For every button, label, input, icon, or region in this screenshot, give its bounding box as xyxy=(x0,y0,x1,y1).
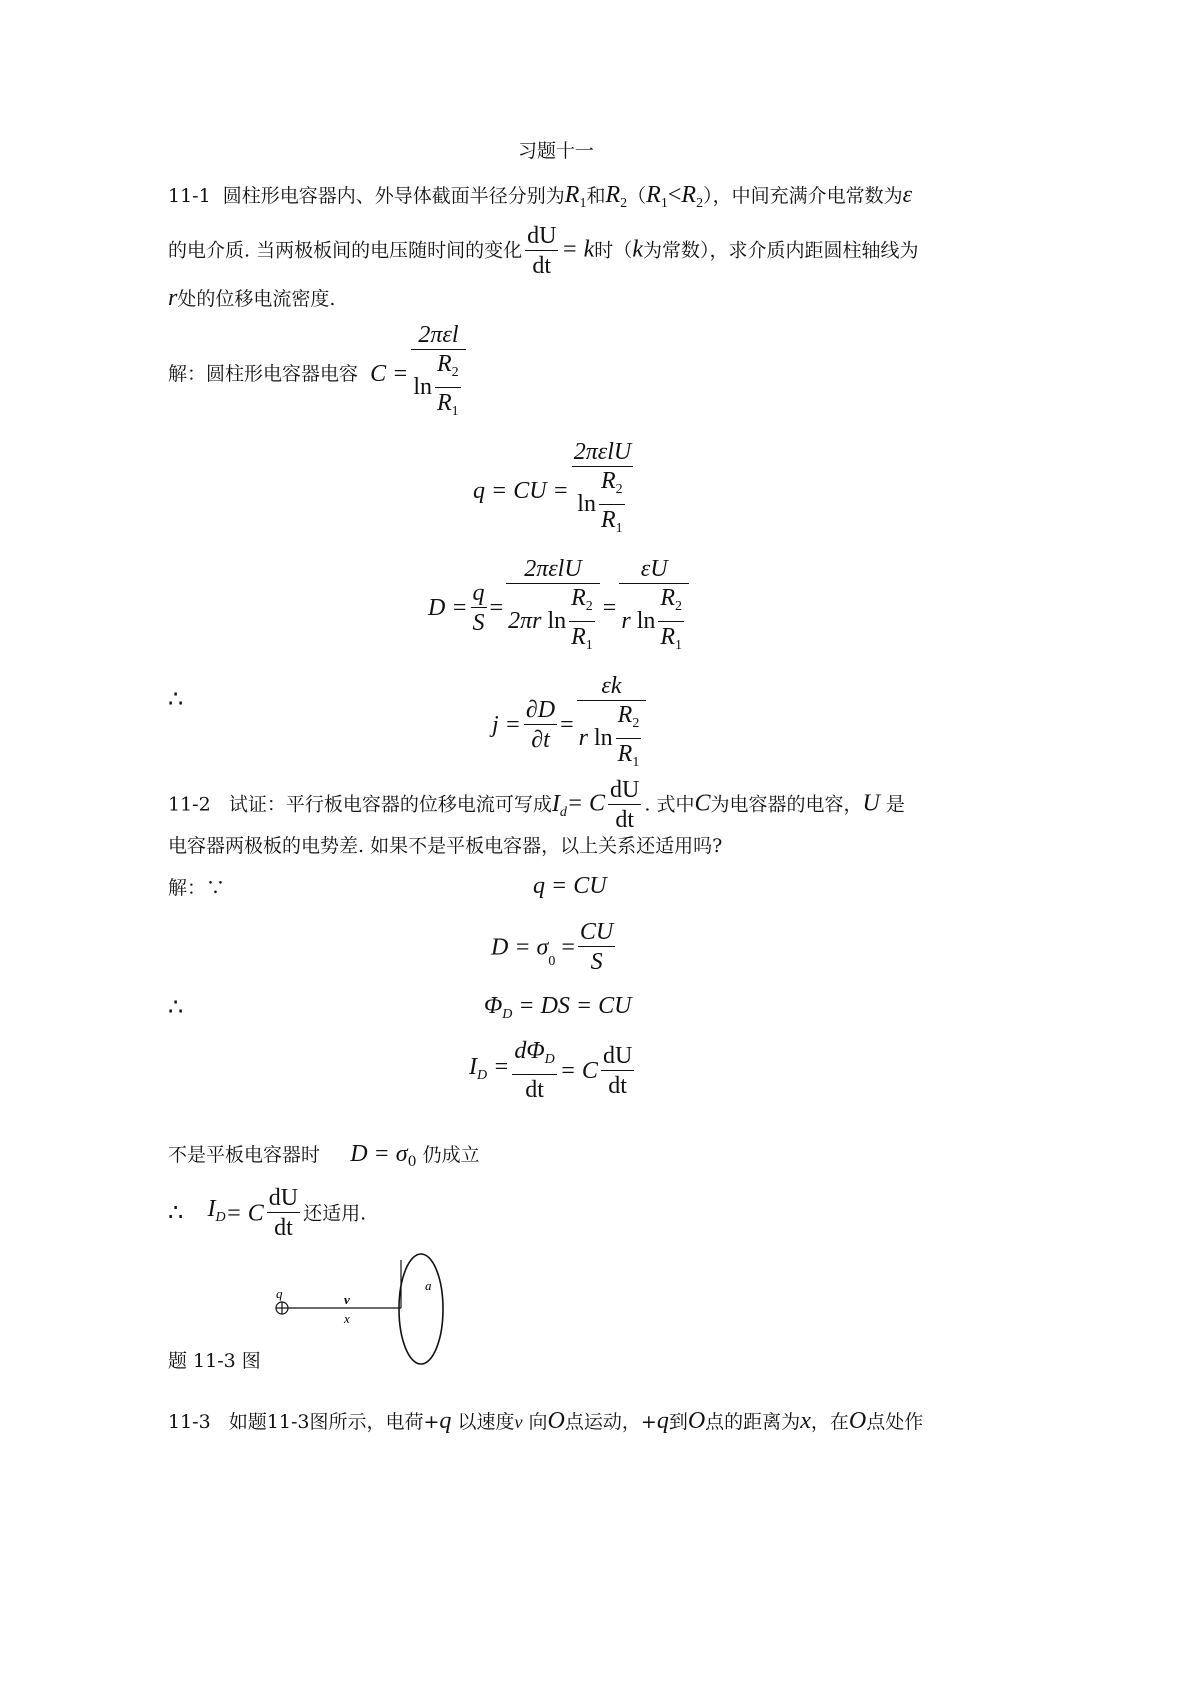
math-R1: $R_1$ xyxy=(646,182,668,211)
equation-current-density: j = $\frac{\partial D}{\partial t}$ = εk r ln $\frac{R_2}{R_1}$ xyxy=(492,672,649,778)
therefore-symbol: ∴ xyxy=(168,687,184,713)
math-C: C xyxy=(694,790,711,817)
equation-D-sigma: $D = \sigma_0$ = $\frac{CU}{S}$ xyxy=(491,919,614,975)
problem-11-3-line-1: 11-3 如题11-3图所示，电荷+q 以速度v 向O点运动，+q到O点的距离为x，在O点处作 xyxy=(168,1408,924,1434)
equation-displacement: D = $\frac{q}{S}$ = 2πεlU 2πr ln $\frac{R_2}{R_1}$ = εU r ln $\frac{R_2}{R_1}$ xyxy=(428,555,692,661)
fraction-D-right: εU r ln $\frac{R_2}{R_1}$ xyxy=(619,555,689,661)
problem-text: 处的位移电流密度. xyxy=(177,288,336,310)
figure-label-q: q xyxy=(276,1286,283,1301)
problem-11-1-line-2 xyxy=(168,222,918,281)
solution-text: 不是平板电容器时 xyxy=(168,1144,321,1166)
page-title: 习题十一 xyxy=(518,140,595,162)
solution-text: 仍成立 xyxy=(422,1144,480,1166)
ring-ellipse xyxy=(399,1254,443,1364)
fraction-dU-dt: $\frac{dU}{dt}$ xyxy=(268,1185,299,1241)
math-k: k xyxy=(632,236,643,263)
equation-charge: q = CU = 2πεlU ln $\frac{R_2}{R_1}$ xyxy=(473,438,636,544)
fraction-charge: 2πεlU ln $\frac{R_2}{R_1}$ xyxy=(573,439,632,536)
solution-text: 还适用. xyxy=(303,1202,367,1225)
math-C-equals: C = xyxy=(370,361,409,387)
problem-text: 以速度 xyxy=(457,1411,515,1433)
problem-text: 点处作 xyxy=(866,1411,924,1433)
problem-11-1-line-3 xyxy=(168,284,335,312)
figure-caption: 题 11-3 图 xyxy=(168,1350,261,1372)
math-U: U xyxy=(862,790,880,817)
fraction-j-result: εk r ln $\frac{R_2}{R_1}$ xyxy=(577,672,647,778)
less-than-sign: < xyxy=(667,182,682,208)
fraction-dU-dt: $\frac{dU}{dt}$ xyxy=(602,1042,633,1099)
fraction-partial-D: $\frac{\partial D}{\partial t}$ xyxy=(525,696,556,753)
math-R1: $R_1$ xyxy=(564,182,587,211)
problem-text: ，在 xyxy=(810,1411,849,1433)
problem-text: 到 xyxy=(668,1411,688,1433)
fraction-dPhi-dt: $\frac{d\Phi_D}{dt}$ xyxy=(514,1038,555,1103)
problem-text: 为电容器的电容， xyxy=(710,793,863,816)
figure-label-x: x xyxy=(344,1311,350,1326)
math-R2: $R_2$ xyxy=(681,182,704,211)
problem-11-2-line-2: 电容器两极板的电势差. 如果不是平板电容器，以上关系还适用吗? xyxy=(168,835,723,857)
problem-text: 圆柱形电容器内、外导体截面半径分别为 xyxy=(222,185,565,207)
fraction-capacitance: 2πεl ln $\frac{R_2}{R_1}$ xyxy=(411,321,465,427)
problem-text: 的电介质. 当两极板间的电压随时间的变化 xyxy=(168,239,523,262)
solution-11-2-conclusion: 不是平板电容器时 $D = \sigma_0$ 仍成立 xyxy=(168,1141,480,1170)
problem-11-2-line-1: 11-2 试证：平行板电容器的位移电流可写成$I_d= C$ $\frac{dU}{dt}$ . 式中C为电容器的电容，U 是 xyxy=(168,777,905,833)
problem-number: 11-3 xyxy=(168,1411,211,1433)
math-epsilon: ε xyxy=(902,182,913,208)
problem-11-1-line-1 xyxy=(168,181,912,218)
problem-text: 如题11-3图所示，电荷+ xyxy=(228,1411,440,1433)
solution-label: 解：圆柱形电容器电容 xyxy=(168,363,359,385)
therefore-symbol: ∴ xyxy=(168,995,184,1021)
solution-11-2-final: ∴ $I_D= C$ $\frac{dU}{dt}$ 还适用. xyxy=(168,1185,367,1241)
problem-text: . 式中 xyxy=(644,793,695,816)
solution-11-1-capacitance xyxy=(168,321,469,427)
figure-label-v: v xyxy=(344,1292,350,1307)
fraction-dU-dt: $\frac{dU}{dt}$ xyxy=(527,223,557,279)
math-R2: $R_2$ xyxy=(605,182,628,211)
equation-q-CU: q = CU xyxy=(533,873,607,899)
problem-number: 11-2 xyxy=(168,793,211,816)
math-equals-k: = k xyxy=(561,236,595,263)
problem-text: ），中间充满介电常数为 xyxy=(703,185,903,207)
fraction-CU-over-S: $\frac{CU}{S}$ xyxy=(579,919,614,975)
equation-flux: $\Phi_D$ = DS = CU xyxy=(484,993,632,1022)
fraction-dU-dt: $\frac{dU}{dt}$ xyxy=(610,777,640,833)
problem-text: （ xyxy=(627,185,647,207)
problem-text: 是 xyxy=(885,793,905,816)
problem-text: 时（ xyxy=(594,239,633,262)
figure-label-a: a xyxy=(425,1278,432,1293)
fraction-q-over-S: $\frac{q}{S}$ xyxy=(472,579,485,636)
math-Id: $I_d$ xyxy=(551,790,567,820)
math-r: r xyxy=(168,285,178,311)
problem-text: 试证：平行板电容器的位移电流可写成 xyxy=(228,793,552,816)
problem-text: 点的距离为 xyxy=(705,1411,801,1433)
figure-11-3 xyxy=(268,1250,468,1370)
solution-11-2-label: 解：∵ xyxy=(168,877,226,899)
problem-text: 和 xyxy=(586,185,606,207)
problem-text: 为常数），求介质内距圆柱轴线为 xyxy=(642,239,919,262)
equation-displacement-current: $I_D$ = $\frac{d\Phi_D}{dt}$ = C $\frac{dU}{dt}$ xyxy=(469,1038,633,1103)
problem-number: 11-1 xyxy=(168,185,211,207)
fraction-D-middle: 2πεlU 2πr ln $\frac{R_2}{R_1}$ xyxy=(506,555,600,661)
problem-text: 向 xyxy=(528,1411,548,1433)
problem-text: 点运动，+ xyxy=(564,1411,657,1433)
